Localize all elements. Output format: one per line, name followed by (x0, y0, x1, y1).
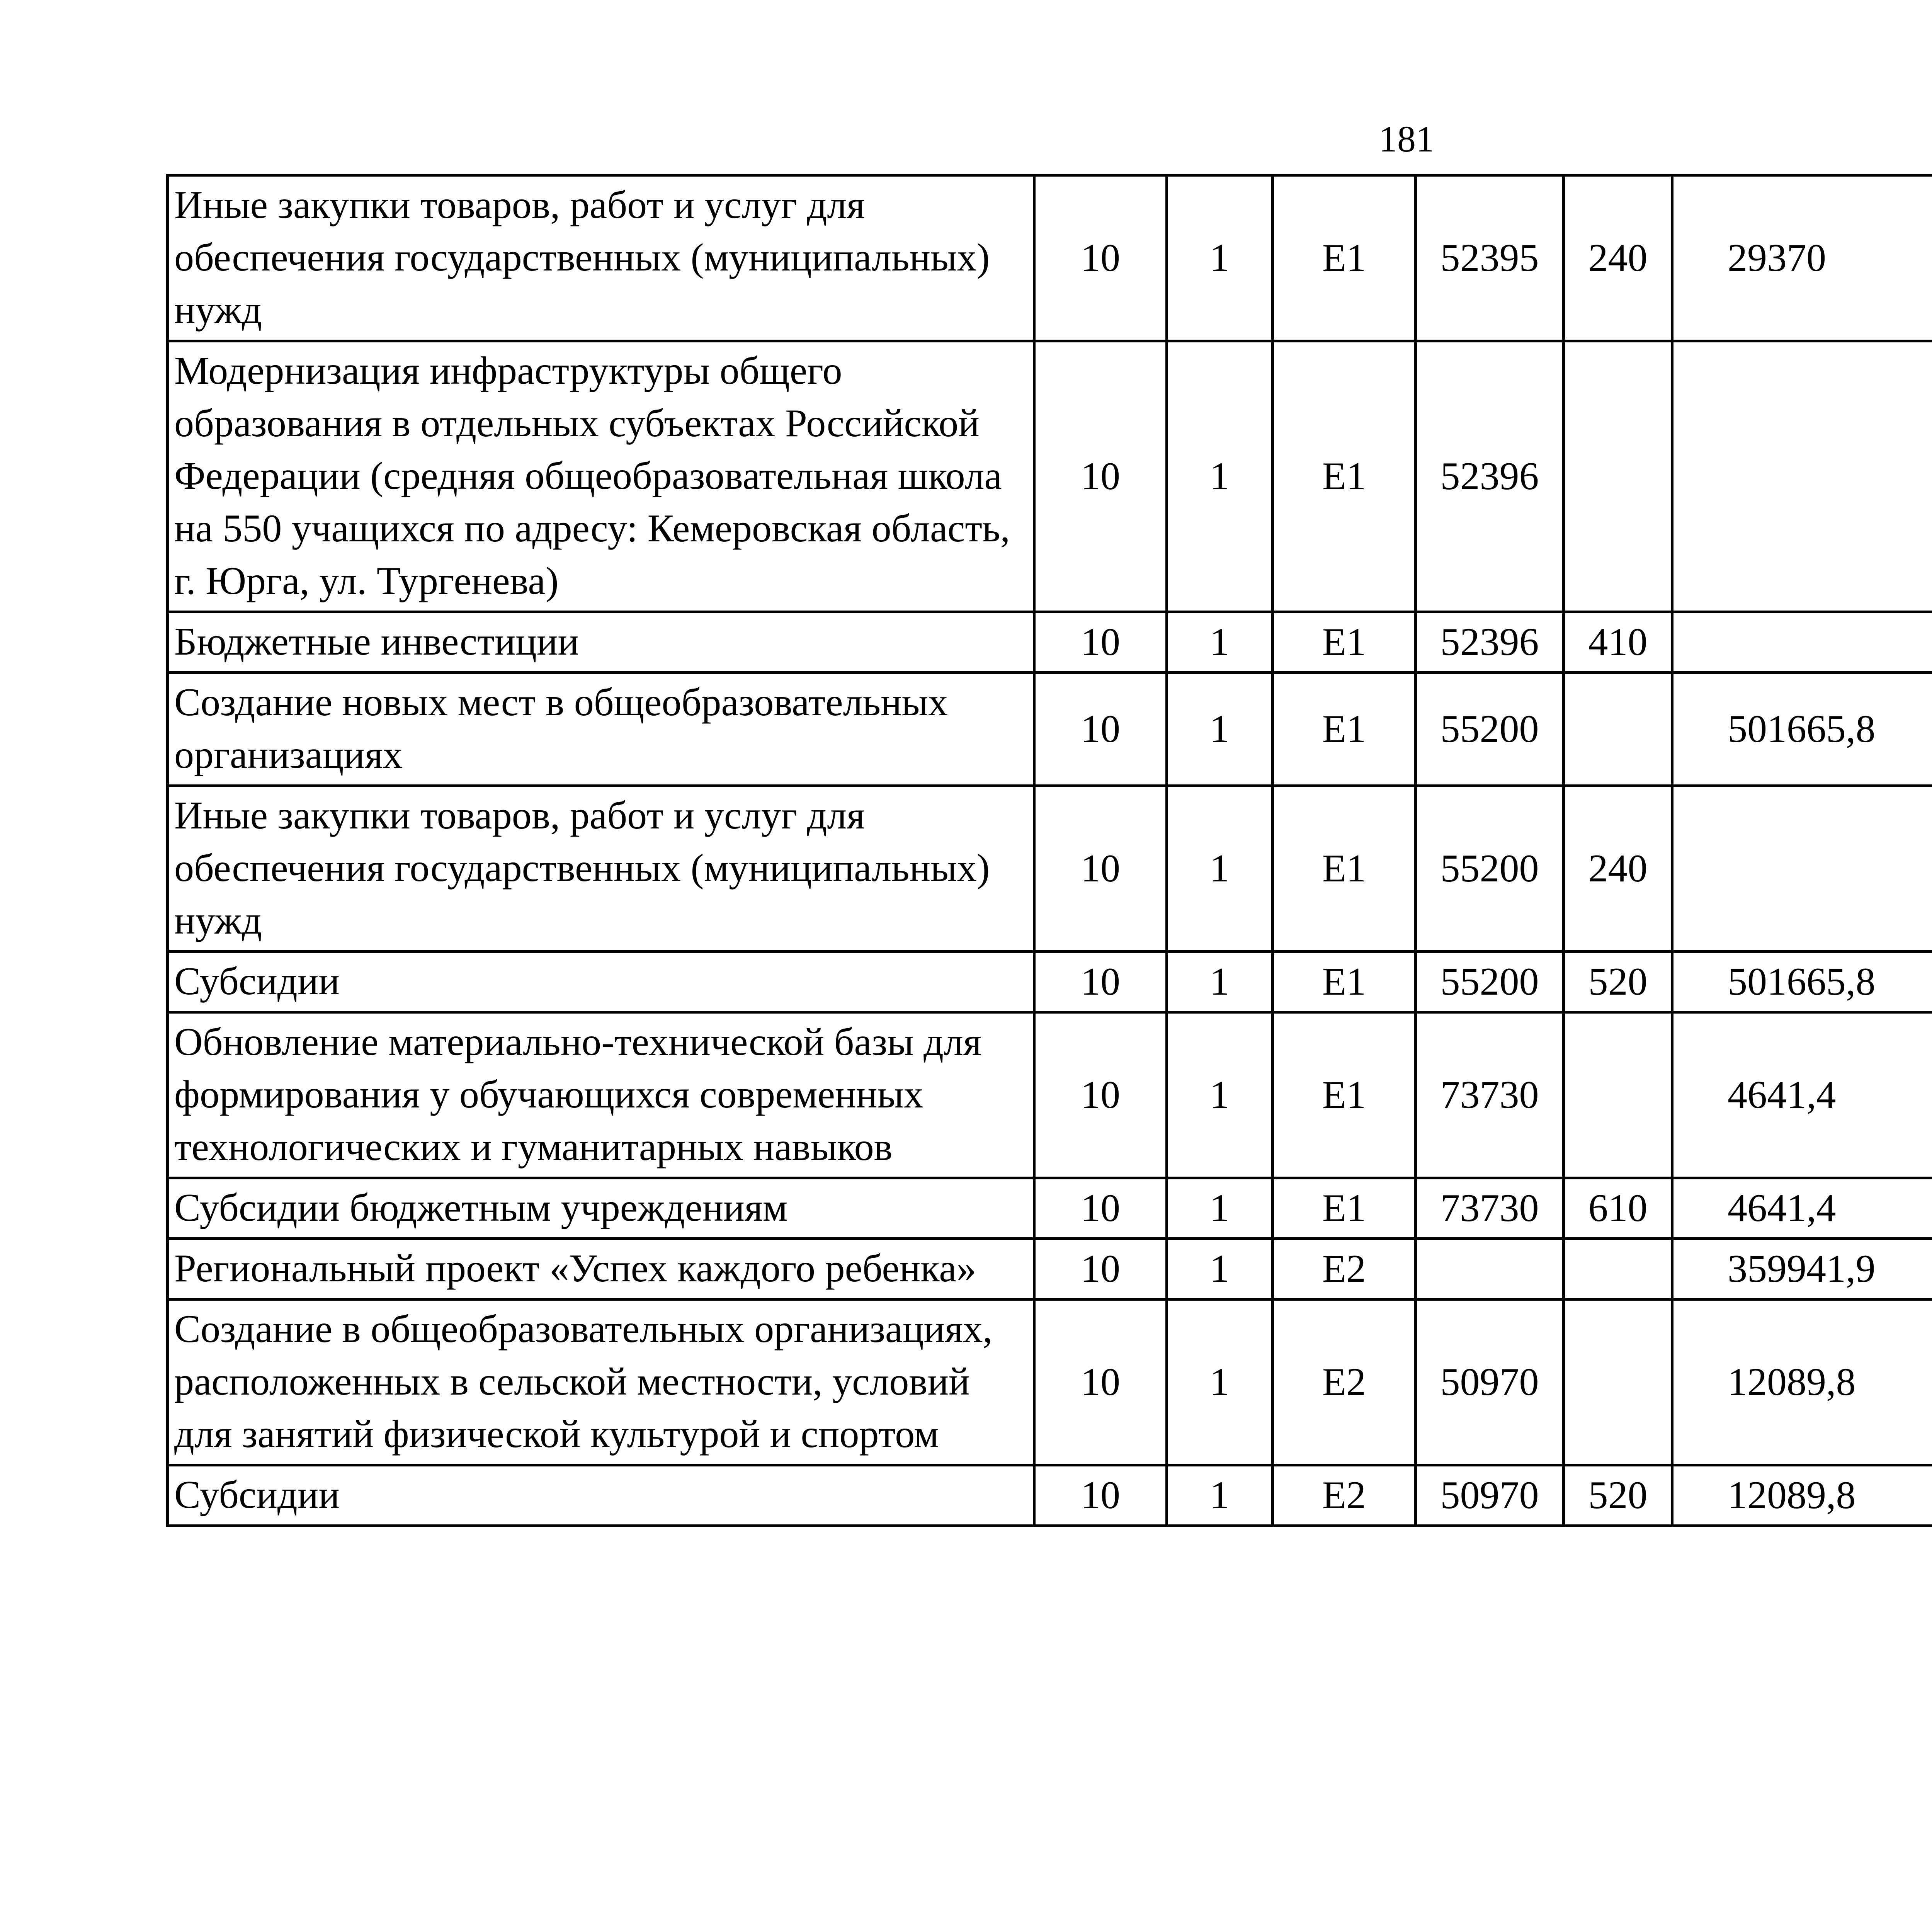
subsection-cell: 1 (1167, 952, 1273, 1012)
table-row (168, 1178, 1932, 1239)
direction-code-cell: 52396 (1416, 612, 1564, 673)
row-name-cell: Субсидии бюджетным учреждениям (168, 1178, 1034, 1239)
expense-type-cell: 240 (1564, 786, 1672, 952)
amount-year1-cell: 12089,8 (1672, 1465, 1932, 1526)
amount-year1-cell (1672, 612, 1932, 673)
row-name-cell: Иные закупки товаров, работ и услуг для обеспечения государственных (муниципальных) нужд (168, 175, 1034, 341)
section-cell: 10 (1034, 1300, 1167, 1465)
row-name-cell: Обновление материально-технической базы для формирования у обучающихся современных технологических и гуманитарных навыков (168, 1012, 1034, 1178)
program-code-cell: E2 (1273, 1300, 1416, 1465)
table-row (168, 1300, 1932, 1465)
expense-type-cell (1564, 1239, 1672, 1300)
table-row (168, 952, 1932, 1012)
direction-code-cell: 55200 (1416, 673, 1564, 786)
program-code-cell: E1 (1273, 341, 1416, 612)
table-row (168, 341, 1932, 612)
table-row (168, 175, 1932, 341)
row-name-cell: Модернизация инфраструктуры общего образования в отдельных субъектах Российской Федерации (средняя общеобразовательная школа на 550 учащихся по адресу: Кемеровская область, г. Юрга, ул. Тургенева) (168, 341, 1034, 612)
section-cell: 10 (1034, 1012, 1167, 1178)
table-body (168, 175, 1932, 1526)
expense-type-cell: 240 (1564, 175, 1672, 341)
subsection-cell: 1 (1167, 1300, 1273, 1465)
direction-code-cell: 73730 (1416, 1178, 1564, 1239)
direction-code-cell: 50970 (1416, 1465, 1564, 1526)
amount-year1-cell: 501665,8 (1672, 952, 1932, 1012)
row-name-cell: Региональный проект «Успех каждого ребенка» (168, 1239, 1034, 1300)
section-cell: 10 (1034, 673, 1167, 786)
program-code-cell: E1 (1273, 786, 1416, 952)
subsection-cell: 1 (1167, 612, 1273, 673)
subsection-cell: 1 (1167, 341, 1273, 612)
program-code-cell: E1 (1273, 673, 1416, 786)
expense-type-cell: 520 (1564, 952, 1672, 1012)
table-row (168, 1465, 1932, 1526)
amount-year1-cell (1672, 786, 1932, 952)
direction-code-cell: 55200 (1416, 952, 1564, 1012)
row-name-cell: Субсидии (168, 952, 1034, 1012)
table-row (168, 1239, 1932, 1300)
expense-type-cell: 410 (1564, 612, 1672, 673)
direction-code-cell: 52395 (1416, 175, 1564, 341)
program-code-cell: E1 (1273, 1012, 1416, 1178)
section-cell: 10 (1034, 1465, 1167, 1526)
section-cell: 10 (1034, 1239, 1167, 1300)
expense-type-cell (1564, 673, 1672, 786)
program-code-cell: E1 (1273, 175, 1416, 341)
amount-year1-cell: 501665,8 (1672, 673, 1932, 786)
row-name-cell: Бюджетные инвестиции (168, 612, 1034, 673)
subsection-cell: 1 (1167, 175, 1273, 341)
program-code-cell: E1 (1273, 612, 1416, 673)
subsection-cell: 1 (1167, 1239, 1273, 1300)
section-cell: 10 (1034, 341, 1167, 612)
program-code-cell: E1 (1273, 952, 1416, 1012)
subsection-cell: 1 (1167, 1465, 1273, 1526)
program-code-cell: E2 (1273, 1239, 1416, 1300)
section-cell: 10 (1034, 952, 1167, 1012)
expense-type-cell: 610 (1564, 1178, 1672, 1239)
amount-year1-cell: 4641,4 (1672, 1178, 1932, 1239)
direction-code-cell: 55200 (1416, 786, 1564, 952)
section-cell: 10 (1034, 612, 1167, 673)
amount-year1-cell (1672, 341, 1932, 612)
section-cell: 10 (1034, 786, 1167, 952)
row-name-cell: Создание новых мест в общеобразовательных организациях (168, 673, 1034, 786)
expense-type-cell: 520 (1564, 1465, 1672, 1526)
table-row (168, 786, 1932, 952)
row-name-cell: Иные закупки товаров, работ и услуг для обеспечения государственных (муниципальных) нужд (168, 786, 1034, 952)
expense-type-cell (1564, 341, 1672, 612)
amount-year1-cell: 4641,4 (1672, 1012, 1932, 1178)
direction-code-cell (1416, 1239, 1564, 1300)
subsection-cell: 1 (1167, 1012, 1273, 1178)
amount-year1-cell: 29370 (1672, 175, 1932, 341)
expense-type-cell (1564, 1300, 1672, 1465)
table-row (168, 673, 1932, 786)
direction-code-cell: 50970 (1416, 1300, 1564, 1465)
budget-table (166, 174, 1932, 1527)
row-name-cell: Создание в общеобразовательных организациях, расположенных в сельской местности, условий для занятий физической культурой и спортом (168, 1300, 1034, 1465)
direction-code-cell: 52396 (1416, 341, 1564, 612)
section-cell: 10 (1034, 175, 1167, 341)
subsection-cell: 1 (1167, 786, 1273, 952)
row-name-cell: Субсидии (168, 1465, 1034, 1526)
program-code-cell: E1 (1273, 1178, 1416, 1239)
program-code-cell: E2 (1273, 1465, 1416, 1526)
section-cell: 10 (1034, 1178, 1167, 1239)
subsection-cell: 1 (1167, 1178, 1273, 1239)
expense-type-cell (1564, 1012, 1672, 1178)
table-row (168, 612, 1932, 673)
amount-year1-cell: 12089,8 (1672, 1300, 1932, 1465)
table-row (168, 1012, 1932, 1178)
page-number: 181 (1379, 118, 1434, 160)
amount-year1-cell: 359941,9 (1672, 1239, 1932, 1300)
direction-code-cell: 73730 (1416, 1012, 1564, 1178)
subsection-cell: 1 (1167, 673, 1273, 786)
